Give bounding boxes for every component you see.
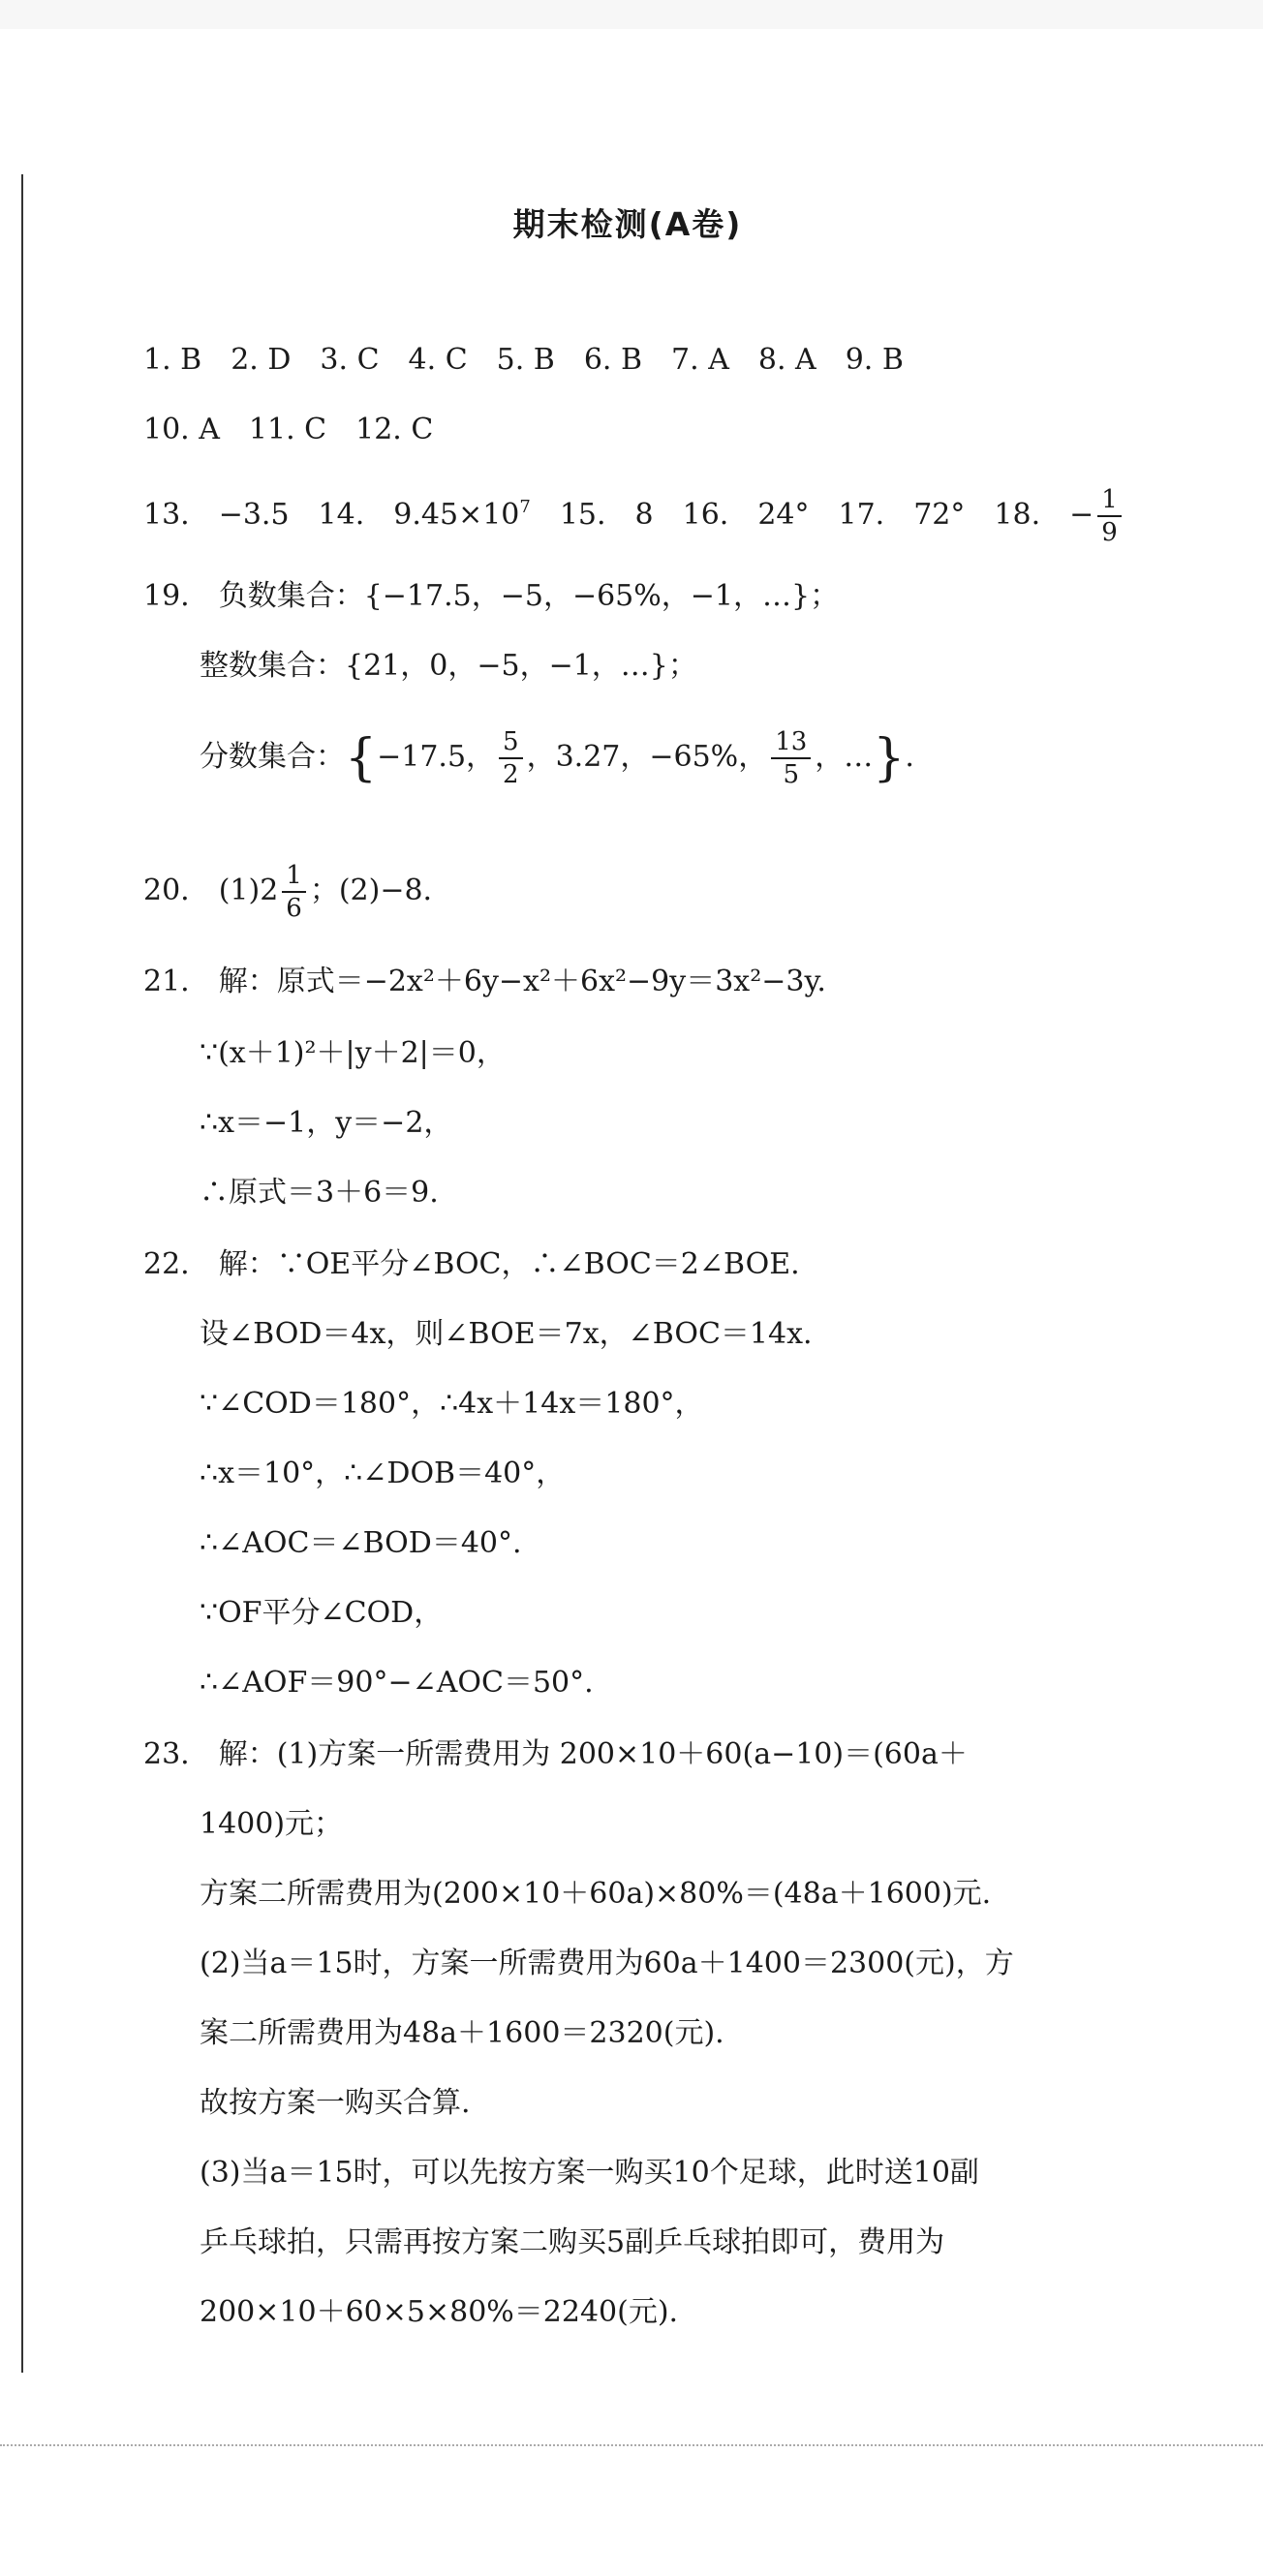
- fraction-one-ninth: [1097, 484, 1122, 548]
- fill-answers-row: [143, 484, 1125, 548]
- q23-line-8: 乒乓球拍，只需再按方案二购买5副乒乓球拍即可，费用为: [200, 2225, 945, 2259]
- q22-line-5: ∴∠AOC＝∠BOD＝40°.: [200, 1526, 522, 1560]
- fraction-five-halves: [499, 726, 523, 790]
- q23-line-4: (2)当a＝15时，方案一所需费用为60a＋1400＝2300(元)，方: [200, 1947, 1014, 1980]
- top-band: [0, 0, 1263, 29]
- q22-line-3: ∵∠COD＝180°，∴4x＋14x＝180°，: [200, 1387, 704, 1421]
- q20-answer: [143, 860, 432, 924]
- fill-answers-part-a: 13. −3.5 14. 9.45×10: [143, 498, 520, 532]
- q21-line-1: 21. 解：原式＝−2x²＋6y−x²＋6x²−9y＝3x²−3y.: [143, 965, 826, 998]
- q19-fraction-part-b: ，3.27，−65%，: [526, 740, 768, 774]
- fraction-denominator: 9: [1101, 518, 1118, 547]
- q23-line-6: 故按方案一购买合算.: [200, 2086, 471, 2120]
- q19-negative-set: 19. 负数集合：{−17.5，−5，−65%，−1，…}；: [143, 579, 840, 613]
- fraction-numerator: 1: [1097, 484, 1122, 517]
- q22-line-6: ∵OF平分∠COD，: [200, 1596, 444, 1630]
- fraction-one-sixth: [282, 860, 306, 924]
- q22-line-7: ∴∠AOF＝90°−∠AOC＝50°.: [200, 1666, 594, 1700]
- fraction-numerator: 1: [282, 860, 306, 893]
- fraction-numerator: 5: [499, 726, 523, 759]
- mc-answers-row-1: 1. B 2. D 3. C 4. C 5. B 6. B 7. A 8. A 9. B: [143, 343, 904, 377]
- q22-line-4: ∴x＝10°，∴∠DOB＝40°，: [200, 1457, 566, 1490]
- q23-line-1: 23. 解：(1)方案一所需费用为 200×10＋60(a−10)＝(60a＋: [143, 1737, 968, 1771]
- q23-line-2: 1400)元；: [200, 1807, 344, 1841]
- q19-fraction-part-c: ，…: [815, 740, 874, 774]
- fraction-denominator: 2: [503, 760, 519, 789]
- q23-line-3: 方案二所需费用为(200×10＋60a)×80%＝(48a＋1600)元.: [200, 1877, 992, 1911]
- q22-line-1: 22. 解：∵OE平分∠BOC，∴∠BOC＝2∠BOE.: [143, 1247, 800, 1281]
- q19-fraction-set: 分数集合：{−17.5， $\frac{5}{2}$ ，3.27，−65%， $\frac{13}{5}$ ，…}.: [200, 727, 914, 789]
- right-brace: }: [873, 729, 906, 787]
- q19-fraction-label: 分数集合：: [200, 740, 345, 774]
- mc-answers-row-2: 10. A 11. C 12. C: [143, 413, 434, 446]
- fraction-thirteen-fifths: [771, 726, 811, 790]
- fraction-denominator: 6: [286, 894, 302, 923]
- left-brace: {: [345, 729, 378, 787]
- q22-line-2: 设∠BOD＝4x，则∠BOE＝7x，∠BOC＝14x.: [200, 1317, 813, 1351]
- page-title: 期末检测(A卷): [512, 205, 743, 243]
- binding-margin-line: [21, 174, 23, 2373]
- fraction-denominator: 5: [783, 760, 800, 789]
- q21-line-4: ∴原式＝3＋6＝9.: [200, 1176, 439, 1210]
- q23-line-5: 案二所需费用为48a＋1600＝2320(元).: [200, 2016, 724, 2050]
- q23-line-9: 200×10＋60×5×80%＝2240(元).: [200, 2295, 679, 2329]
- q20-part-a: 20. (1)2: [143, 874, 279, 907]
- q21-line-2: ∵(x＋1)²＋|y＋2|＝0，: [200, 1036, 506, 1070]
- fill-answers-part-b: 15. 8 16. 24° 17. 72° 18. −: [530, 498, 1094, 532]
- fraction-numerator: 13: [771, 726, 811, 759]
- q19-integer-set: 整数集合：{21，0，−5，−1，…}；: [200, 649, 697, 683]
- q21-line-3: ∴x＝−1，y＝−2，: [200, 1106, 453, 1140]
- footer-dotted-line: [0, 2444, 1263, 2446]
- q23-line-7: (3)当a＝15时，可以先按方案一购买10个足球，此时送10副: [200, 2156, 979, 2190]
- q20-part-b: ；(2)−8.: [309, 874, 433, 907]
- exponent-7: 7: [519, 497, 531, 517]
- q19-fraction-part-a: −17.5，: [377, 740, 496, 774]
